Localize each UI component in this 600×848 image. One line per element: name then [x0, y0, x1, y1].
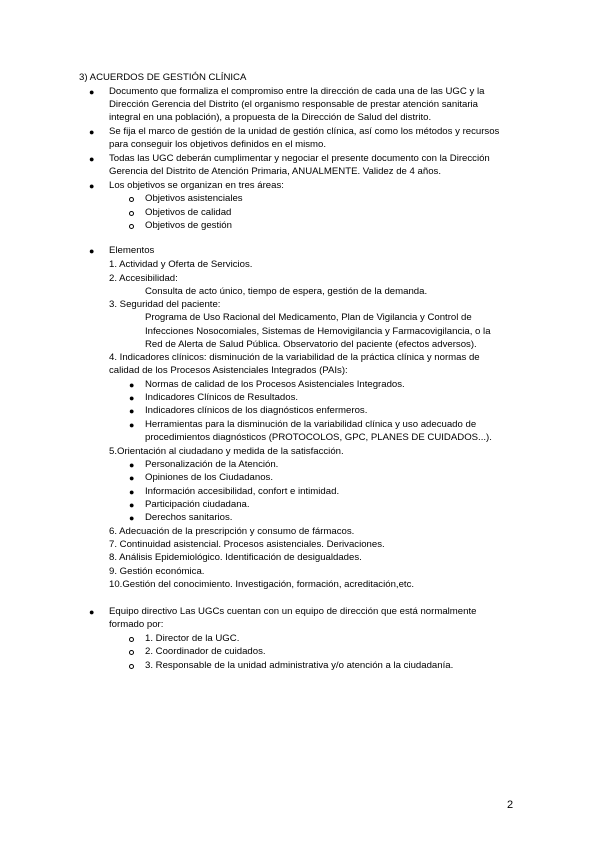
- team-member: 1. Director de la UGC.: [145, 633, 240, 644]
- paragraph-line: Gerencia del Distrito de Atención Primaria, ANUALMENTE. Validez de 4 años.: [109, 166, 442, 177]
- paragraph-line: para conseguir los objetivos definidos en el mismo.: [109, 139, 327, 150]
- circle-bullet-icon: [129, 637, 134, 642]
- element-item: 7. Continuidad asistencial. Procesos asistenciales. Derivaciones.: [109, 539, 385, 550]
- sub-bullet-item: procedimientos diagnósticos (PROTOCOLOS, GPC, PLANES DE CUIDADOS...).: [145, 432, 492, 443]
- bullet-icon: ●: [89, 246, 95, 256]
- bullet-icon: ●: [129, 473, 135, 483]
- circle-bullet-icon: [129, 650, 134, 655]
- bullet-icon: ●: [89, 181, 95, 191]
- circle-bullet-icon: [129, 664, 134, 669]
- paragraph-line: formado por:: [109, 619, 164, 630]
- paragraph-line: integral en una población), a propuesta de la Dirección de Salud del distrito.: [109, 112, 432, 123]
- paragraph-line: Se fija el marco de gestión de la unidad de gestión clínica, así como los métodos y recursos: [109, 126, 500, 137]
- sub-bullet-item: Información accesibilidad, confort e intimidad.: [145, 486, 340, 497]
- circle-bullet-icon: [129, 211, 134, 216]
- sub-bullet-item: Opiniones de los Ciudadanos.: [145, 472, 274, 483]
- bullet-icon: ●: [89, 87, 95, 97]
- element-item: 5.Orientación al ciudadano y medida de la satisfacción.: [109, 446, 344, 457]
- sub-bullet-item: Derechos sanitarios.: [145, 512, 233, 523]
- section-title: 3) ACUERDOS DE GESTIÓN CLÍNICA: [79, 72, 247, 83]
- paragraph-line: Los objetivos se organizan en tres áreas:: [109, 180, 284, 191]
- element-item: calidad de los Procesos Asistenciales Integrados (PAIs):: [109, 365, 348, 376]
- page-number: 2: [507, 799, 514, 811]
- element-detail: Consulta de acto único, tiempo de espera, gestión de la demanda.: [145, 286, 428, 297]
- sub-bullet-item: Personalización de la Atención.: [145, 459, 279, 470]
- team-member: 3. Responsable de la unidad administrativa y/o atención a la ciudadanía.: [145, 660, 454, 671]
- circle-bullet-icon: [129, 224, 134, 229]
- sub-bullet-item: Participación ciudadana.: [145, 499, 250, 510]
- sub-bullet-item: Indicadores clínicos de los diagnósticos enfermeros.: [145, 405, 368, 416]
- bullet-icon: ●: [129, 460, 135, 470]
- bullet-icon: ●: [129, 513, 135, 523]
- element-item: 2. Accesibilidad:: [109, 273, 178, 284]
- elements-title: Elementos: [109, 245, 155, 256]
- element-item: 10.Gestión del conocimiento. Investigación, formación, acreditación,etc.: [109, 579, 415, 590]
- paragraph-line: Todas las UGC deberán cumplimentar y negociar el presente documento con la Dirección: [109, 153, 490, 164]
- bullet-icon: ●: [89, 607, 95, 617]
- team-member: 2. Coordinador de cuidados.: [145, 646, 266, 657]
- bullet-icon: ●: [129, 406, 135, 416]
- paragraph-line: Equipo directivo Las UGCs cuentan con un equipo de dirección que está normalmente: [109, 606, 477, 617]
- element-detail: Programa de Uso Racional del Medicamento, Plan de Vigilancia y Control de: [145, 312, 472, 323]
- element-item: 1. Actividad y Oferta de Servicios.: [109, 259, 253, 270]
- bullet-icon: ●: [129, 500, 135, 510]
- bullet-icon: ●: [129, 393, 135, 403]
- element-detail: Infecciones Nosocomiales, Sistemas de Hemovigilancia y Farmacovigilancia, o la: [145, 326, 491, 337]
- element-item: 8. Análisis Epidemiológico. Identificación de desigualdades.: [109, 552, 362, 563]
- bullet-icon: ●: [129, 420, 135, 430]
- sub-bullet-item: Herramientas para la disminución de la variabilidad clínica y uso adecuado de: [145, 419, 477, 430]
- bullet-icon: ●: [89, 154, 95, 164]
- bullet-icon: ●: [89, 127, 95, 137]
- element-item: 3. Seguridad del paciente:: [109, 299, 221, 310]
- paragraph-line: Dirección Gerencia del Distrito (el organismo responsable de prestar atención sanitaria: [109, 99, 479, 110]
- objective-item: Objetivos de gestión: [145, 220, 232, 231]
- element-detail: Red de Alerta de Salud Pública. Observatorio del paciente (efectos adversos).: [145, 339, 477, 350]
- paragraph-line: Documento que formaliza el compromiso entre la dirección de cada una de las UGC y la: [109, 86, 485, 97]
- element-item: 4. Indicadores clínicos: disminución de la variabilidad de la práctica clínica y normas de: [109, 352, 480, 363]
- sub-bullet-item: Indicadores Clínicos de Resultados.: [145, 392, 299, 403]
- element-item: 6. Adecuación de la prescripción y consumo de fármacos.: [109, 526, 355, 537]
- bullet-icon: ●: [129, 380, 135, 390]
- element-item: 9. Gestión económica.: [109, 566, 205, 577]
- circle-bullet-icon: [129, 197, 134, 202]
- objective-item: Objetivos asistenciales: [145, 193, 243, 204]
- sub-bullet-item: Normas de calidad de los Procesos Asistenciales Integrados.: [145, 379, 405, 390]
- objective-item: Objetivos de calidad: [145, 207, 232, 218]
- bullet-icon: ●: [129, 487, 135, 497]
